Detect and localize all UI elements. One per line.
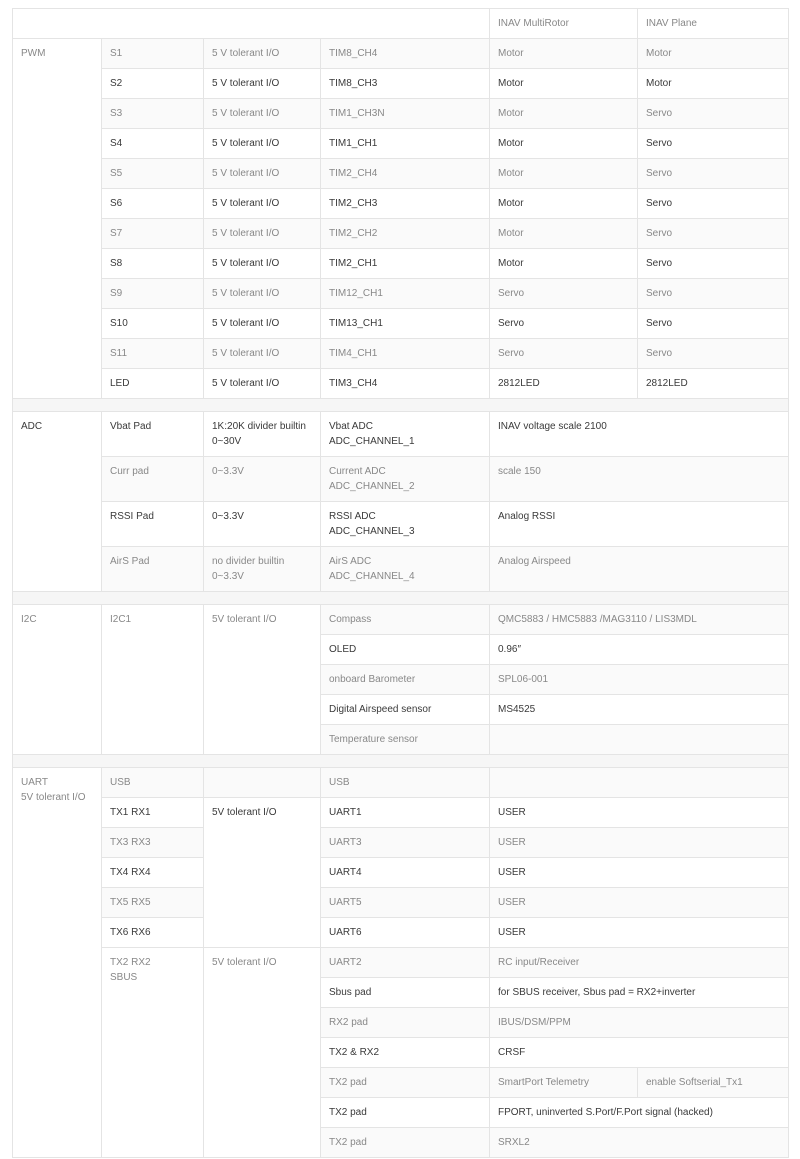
pwm-row bbox=[13, 339, 789, 369]
adc-channel-line-1: AirS ADC bbox=[329, 556, 372, 567]
pwm-pin: S8 bbox=[102, 249, 204, 279]
pwm-timer: TIM2_CH4 bbox=[321, 159, 490, 189]
i2c-device-value bbox=[490, 725, 789, 755]
pwm-io: 5 V tolerant I/O bbox=[204, 279, 321, 309]
uart2-pad: RX2 pad bbox=[321, 1008, 490, 1038]
pwm-pin: S3 bbox=[102, 99, 204, 129]
pwm-timer: TIM8_CH3 bbox=[321, 69, 490, 99]
pwm-multirotor-use: Motor bbox=[490, 159, 638, 189]
adc-note: Analog RSSI bbox=[490, 502, 789, 547]
adc-row bbox=[13, 547, 789, 592]
adc-channel bbox=[321, 412, 490, 457]
pwm-timer: TIM3_CH4 bbox=[321, 369, 490, 399]
pwm-row bbox=[13, 39, 789, 69]
adc-row bbox=[13, 502, 789, 547]
pwm-io: 5 V tolerant I/O bbox=[204, 159, 321, 189]
adc-range bbox=[204, 547, 321, 592]
uart2-row bbox=[13, 948, 789, 978]
adc-pad: RSSI Pad bbox=[102, 502, 204, 547]
uart-use: USER bbox=[490, 828, 789, 858]
pwm-pin: S1 bbox=[102, 39, 204, 69]
pwm-timer: TIM4_CH1 bbox=[321, 339, 490, 369]
pwm-multirotor-use: 2812LED bbox=[490, 369, 638, 399]
pwm-timer: TIM2_CH1 bbox=[321, 249, 490, 279]
uart-usb-pin: USB bbox=[102, 768, 204, 798]
i2c-group-label: I2C bbox=[13, 605, 102, 755]
adc-channel-line-1: RSSI ADC bbox=[329, 511, 376, 522]
i2c-device-value: SPL06-001 bbox=[490, 665, 789, 695]
adc-group-label: ADC bbox=[13, 412, 102, 592]
section-divider-2 bbox=[13, 592, 789, 605]
header-plane: INAV Plane bbox=[638, 9, 789, 39]
adc-range: 0~3.3V bbox=[204, 457, 321, 502]
pwm-multirotor-use: Motor bbox=[490, 69, 638, 99]
pwm-row bbox=[13, 369, 789, 399]
pwm-io: 5 V tolerant I/O bbox=[204, 99, 321, 129]
pwm-io: 5 V tolerant I/O bbox=[204, 69, 321, 99]
pwm-io: 5 V tolerant I/O bbox=[204, 369, 321, 399]
uart-pins: TX3 RX3 bbox=[102, 828, 204, 858]
adc-note: Analog Airspeed bbox=[490, 547, 789, 592]
adc-note: scale 150 bbox=[490, 457, 789, 502]
uart2-use: for SBUS receiver, Sbus pad = RX2+inverter bbox=[490, 978, 789, 1008]
adc-channel-line-1: Vbat ADC bbox=[329, 421, 373, 432]
divider-cell bbox=[13, 399, 789, 412]
adc-channel-line-2: ADC_CHANNEL_3 bbox=[329, 526, 415, 537]
pwm-io: 5 V tolerant I/O bbox=[204, 249, 321, 279]
pwm-multirotor-use: Motor bbox=[490, 99, 638, 129]
i2c-device: Digital Airspeed sensor bbox=[321, 695, 490, 725]
uart2-extra: enable Softserial_Tx1 bbox=[638, 1068, 789, 1098]
uart-row bbox=[13, 858, 789, 888]
uart-usb-use bbox=[490, 768, 789, 798]
pwm-multirotor-use: Motor bbox=[490, 249, 638, 279]
pwm-pin: S2 bbox=[102, 69, 204, 99]
adc-row bbox=[13, 412, 789, 457]
adc-pad: Vbat Pad bbox=[102, 412, 204, 457]
adc-range-line-2: 0~3.3V bbox=[212, 571, 244, 582]
adc-pad: Curr pad bbox=[102, 457, 204, 502]
pwm-row bbox=[13, 129, 789, 159]
pwm-pin: S9 bbox=[102, 279, 204, 309]
adc-channel-line-1: Current ADC bbox=[329, 466, 386, 477]
pwm-row bbox=[13, 99, 789, 129]
pwm-plane-use: Servo bbox=[638, 219, 789, 249]
i2c-device: Compass bbox=[321, 605, 490, 635]
adc-note: INAV voltage scale 2100 bbox=[490, 412, 789, 457]
uart2-pad: TX2 pad bbox=[321, 1098, 490, 1128]
i2c-io: 5V tolerant I/O bbox=[204, 605, 321, 755]
uart-row bbox=[13, 888, 789, 918]
i2c-port: I2C1 bbox=[102, 605, 204, 755]
uart2-io: 5V tolerant I/O bbox=[204, 948, 321, 1158]
pwm-plane-use: Servo bbox=[638, 339, 789, 369]
pwm-row bbox=[13, 279, 789, 309]
section-divider-3 bbox=[13, 755, 789, 768]
uart-group-label-line-1: UART bbox=[21, 777, 49, 788]
pwm-group-label: PWM bbox=[13, 39, 102, 399]
uart2-pins bbox=[102, 948, 204, 1158]
uart2-use: SRXL2 bbox=[490, 1128, 789, 1158]
pwm-multirotor-use: Servo bbox=[490, 279, 638, 309]
header-multirotor: INAV MultiRotor bbox=[490, 9, 638, 39]
pinout-table-body bbox=[13, 9, 789, 1158]
pwm-row bbox=[13, 189, 789, 219]
pwm-plane-use: Servo bbox=[638, 189, 789, 219]
divider-cell bbox=[13, 592, 789, 605]
i2c-device: Temperature sensor bbox=[321, 725, 490, 755]
pwm-plane-use: Servo bbox=[638, 249, 789, 279]
uart-port: UART1 bbox=[321, 798, 490, 828]
pwm-timer: TIM13_CH1 bbox=[321, 309, 490, 339]
i2c-device-value: 0.96″ bbox=[490, 635, 789, 665]
pwm-io: 5 V tolerant I/O bbox=[204, 219, 321, 249]
adc-range-line-1: no divider builtin bbox=[212, 556, 285, 567]
pwm-row bbox=[13, 249, 789, 279]
uart-group-label-line-2: 5V tolerant I/O bbox=[21, 792, 86, 803]
uart2-pins-line-1: TX2 RX2 bbox=[110, 957, 151, 968]
uart-group-label bbox=[13, 768, 102, 1158]
adc-pad: AirS Pad bbox=[102, 547, 204, 592]
pwm-io: 5 V tolerant I/O bbox=[204, 339, 321, 369]
uart-usb-row bbox=[13, 768, 789, 798]
uart2-pad: TX2 pad bbox=[321, 1068, 490, 1098]
uart2-pad: UART2 bbox=[321, 948, 490, 978]
uart-use: USER bbox=[490, 858, 789, 888]
i2c-device-value: QMC5883 / HMC5883 /MAG3110 / LIS3MDL bbox=[490, 605, 789, 635]
pwm-pin: S7 bbox=[102, 219, 204, 249]
pwm-pin: S11 bbox=[102, 339, 204, 369]
pwm-timer: TIM1_CH3N bbox=[321, 99, 490, 129]
adc-channel-line-2: ADC_CHANNEL_1 bbox=[329, 436, 415, 447]
uart-row bbox=[13, 918, 789, 948]
uart-port: UART6 bbox=[321, 918, 490, 948]
pwm-pin: LED bbox=[102, 369, 204, 399]
pwm-row bbox=[13, 309, 789, 339]
pwm-io: 5 V tolerant I/O bbox=[204, 129, 321, 159]
pwm-plane-use: Servo bbox=[638, 129, 789, 159]
uart-use: USER bbox=[490, 888, 789, 918]
pwm-timer: TIM1_CH1 bbox=[321, 129, 490, 159]
uart-use: USER bbox=[490, 918, 789, 948]
uart-port: UART4 bbox=[321, 858, 490, 888]
header-empty-cell bbox=[13, 9, 490, 39]
adc-channel bbox=[321, 502, 490, 547]
pwm-timer: TIM8_CH4 bbox=[321, 39, 490, 69]
uart2-pins-line-2: SBUS bbox=[110, 972, 138, 983]
adc-range-line-1: 1K:20K divider builtin bbox=[212, 421, 306, 432]
uart-usb-io bbox=[204, 768, 321, 798]
adc-range-line-2: 0~30V bbox=[212, 436, 242, 447]
uart-port: UART5 bbox=[321, 888, 490, 918]
uart-row bbox=[13, 798, 789, 828]
pwm-row bbox=[13, 159, 789, 189]
pwm-timer: TIM2_CH2 bbox=[321, 219, 490, 249]
pinout-table bbox=[12, 8, 789, 1158]
adc-channel bbox=[321, 457, 490, 502]
uart-use: USER bbox=[490, 798, 789, 828]
uart2-use: RC input/Receiver bbox=[490, 948, 789, 978]
adc-channel-line-2: ADC_CHANNEL_4 bbox=[329, 571, 415, 582]
adc-range bbox=[204, 412, 321, 457]
pwm-timer: TIM2_CH3 bbox=[321, 189, 490, 219]
adc-channel-line-2: ADC_CHANNEL_2 bbox=[329, 481, 415, 492]
uart-pins: TX4 RX4 bbox=[102, 858, 204, 888]
uart-port: UART3 bbox=[321, 828, 490, 858]
pwm-io: 5 V tolerant I/O bbox=[204, 39, 321, 69]
pinout-table-wrapper bbox=[12, 8, 789, 1158]
pwm-timer: TIM12_CH1 bbox=[321, 279, 490, 309]
pwm-pin: S10 bbox=[102, 309, 204, 339]
pwm-pin: S4 bbox=[102, 129, 204, 159]
pwm-pin: S5 bbox=[102, 159, 204, 189]
adc-range: 0~3.3V bbox=[204, 502, 321, 547]
adc-channel bbox=[321, 547, 490, 592]
uart-io: 5V tolerant I/O bbox=[204, 798, 321, 948]
uart-pins: TX5 RX5 bbox=[102, 888, 204, 918]
uart2-pad: TX2 pad bbox=[321, 1128, 490, 1158]
uart2-pad: TX2 & RX2 bbox=[321, 1038, 490, 1068]
pwm-plane-use: Servo bbox=[638, 309, 789, 339]
pwm-plane-use: Servo bbox=[638, 159, 789, 189]
pwm-multirotor-use: Motor bbox=[490, 39, 638, 69]
pwm-io: 5 V tolerant I/O bbox=[204, 189, 321, 219]
uart-pins: TX1 RX1 bbox=[102, 798, 204, 828]
pwm-io: 5 V tolerant I/O bbox=[204, 309, 321, 339]
pwm-plane-use: Motor bbox=[638, 69, 789, 99]
section-divider-1 bbox=[13, 399, 789, 412]
uart2-pad: Sbus pad bbox=[321, 978, 490, 1008]
i2c-row bbox=[13, 605, 789, 635]
uart2-use: CRSF bbox=[490, 1038, 789, 1068]
uart2-use: SmartPort Telemetry bbox=[490, 1068, 638, 1098]
pwm-row bbox=[13, 69, 789, 99]
header-row bbox=[13, 9, 789, 39]
adc-row bbox=[13, 457, 789, 502]
divider-cell bbox=[13, 755, 789, 768]
pwm-multirotor-use: Servo bbox=[490, 339, 638, 369]
uart2-use: FPORT, uninverted S.Port/F.Port signal (hacked) bbox=[490, 1098, 789, 1128]
i2c-device: onboard Barometer bbox=[321, 665, 490, 695]
pwm-multirotor-use: Servo bbox=[490, 309, 638, 339]
pwm-plane-use: Motor bbox=[638, 39, 789, 69]
pwm-plane-use: Servo bbox=[638, 99, 789, 129]
pwm-multirotor-use: Motor bbox=[490, 189, 638, 219]
pwm-plane-use: 2812LED bbox=[638, 369, 789, 399]
uart2-use: IBUS/DSM/PPM bbox=[490, 1008, 789, 1038]
uart-pins: TX6 RX6 bbox=[102, 918, 204, 948]
pwm-row bbox=[13, 219, 789, 249]
uart-row bbox=[13, 828, 789, 858]
pwm-plane-use: Servo bbox=[638, 279, 789, 309]
pwm-multirotor-use: Motor bbox=[490, 129, 638, 159]
pwm-multirotor-use: Motor bbox=[490, 219, 638, 249]
uart-usb-port: USB bbox=[321, 768, 490, 798]
pwm-pin: S6 bbox=[102, 189, 204, 219]
i2c-device-value: MS4525 bbox=[490, 695, 789, 725]
i2c-device: OLED bbox=[321, 635, 490, 665]
